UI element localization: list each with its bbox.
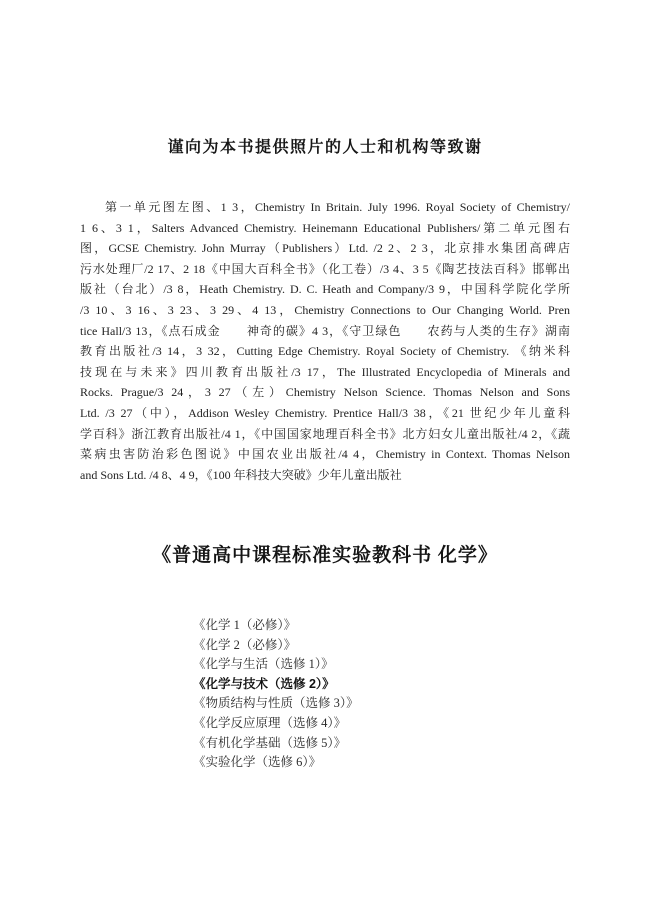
series-book-item: 《化学与生活（选修 1）》 bbox=[193, 657, 334, 672]
series-book-item: 《物质结构与性质（选修 3）》 bbox=[193, 696, 359, 711]
credits-line: 版社（台北）/3 8，Heath Chemistry. D. C. Heath and Company/3 9，中国科学院化学所 bbox=[80, 282, 570, 297]
credits-line: 学百科》浙江教育出版社/4 1，《中国国家地理百科全书》北方妇女儿童出版社/4 2，《蔬 bbox=[80, 426, 570, 441]
credits-line: /3 10、3 16、3 23、3 29、4 13，Chemistry Connections to Our Changing World. Pren bbox=[80, 302, 570, 317]
credits-line: 污水处理厂/2 17、2 18《中国大百科全书》（化工卷）/3 4、3 5《陶艺技法百科》邯郸出 bbox=[80, 261, 570, 276]
series-title: 《普通高中课程标准实验教科书 化学》 bbox=[152, 545, 498, 566]
series-book-item: 《实验化学（选修 6）》 bbox=[193, 755, 322, 770]
credits-line: Ltd. /3 27（中），Addison Wesley Chemistry. Prentice Hall/3 38，《21 世纪少年儿童科 bbox=[80, 405, 570, 420]
credits-line: 技现在与未来》四川教育出版社/3 17，The Illustrated Encyclopedia of Minerals and bbox=[80, 364, 570, 379]
credits-line: 教育出版社/3 14，3 32，Cutting Edge Chemistry. Royal Society of Chemistry. 《纳米科 bbox=[80, 344, 570, 359]
credits-line: 第一单元图左图、1 3，Chemistry In Britain. July 1996. Royal Society of Chemistry/ bbox=[105, 200, 570, 214]
series-book-item: 《化学 1（必修）》 bbox=[193, 618, 297, 632]
credits-line: and Sons Ltd. /4 8、4 9，《100 年科技大突破》少年儿童出版社 bbox=[80, 467, 402, 482]
series-book-item: 《有机化学基础（选修 5）》 bbox=[193, 735, 347, 750]
credits-line: tice Hall/3 13，《点石成金 神奇的碳》4 3，《守卫绿色 农药与人类的生存》湖南 bbox=[80, 323, 570, 338]
credits-paragraph bbox=[80, 197, 570, 485]
acknowledgment-title: 谨向为本书提供照片的人士和机构等致谢 bbox=[167, 139, 483, 156]
series-book-list bbox=[193, 616, 359, 773]
credits-line: 菜病虫害防治彩色图说》中国农业出版社/4 4，Chemistry in Context. Thomas Nelson bbox=[80, 447, 570, 462]
series-book-item: 《化学 2（必修）》 bbox=[193, 637, 297, 652]
series-book-item: 《化学反应原理（选修 4）》 bbox=[193, 715, 347, 730]
credits-line: 1 6、3 1，Salters Advanced Chemistry. Heinemann Educational Publishers/第二单元图右 bbox=[80, 220, 570, 235]
credits-line: Rocks. Prague/3 24，3 27（左）Chemistry Nelson Science. Thomas Nelson and Sons bbox=[80, 385, 570, 400]
credits-line: 图，GCSE Chemistry. John Murray（Publishers）Ltd. /2 2、2 3，北京排水集团高碑店 bbox=[80, 241, 570, 256]
series-book-item: 《化学与技术（选修 2）》 bbox=[193, 676, 335, 691]
